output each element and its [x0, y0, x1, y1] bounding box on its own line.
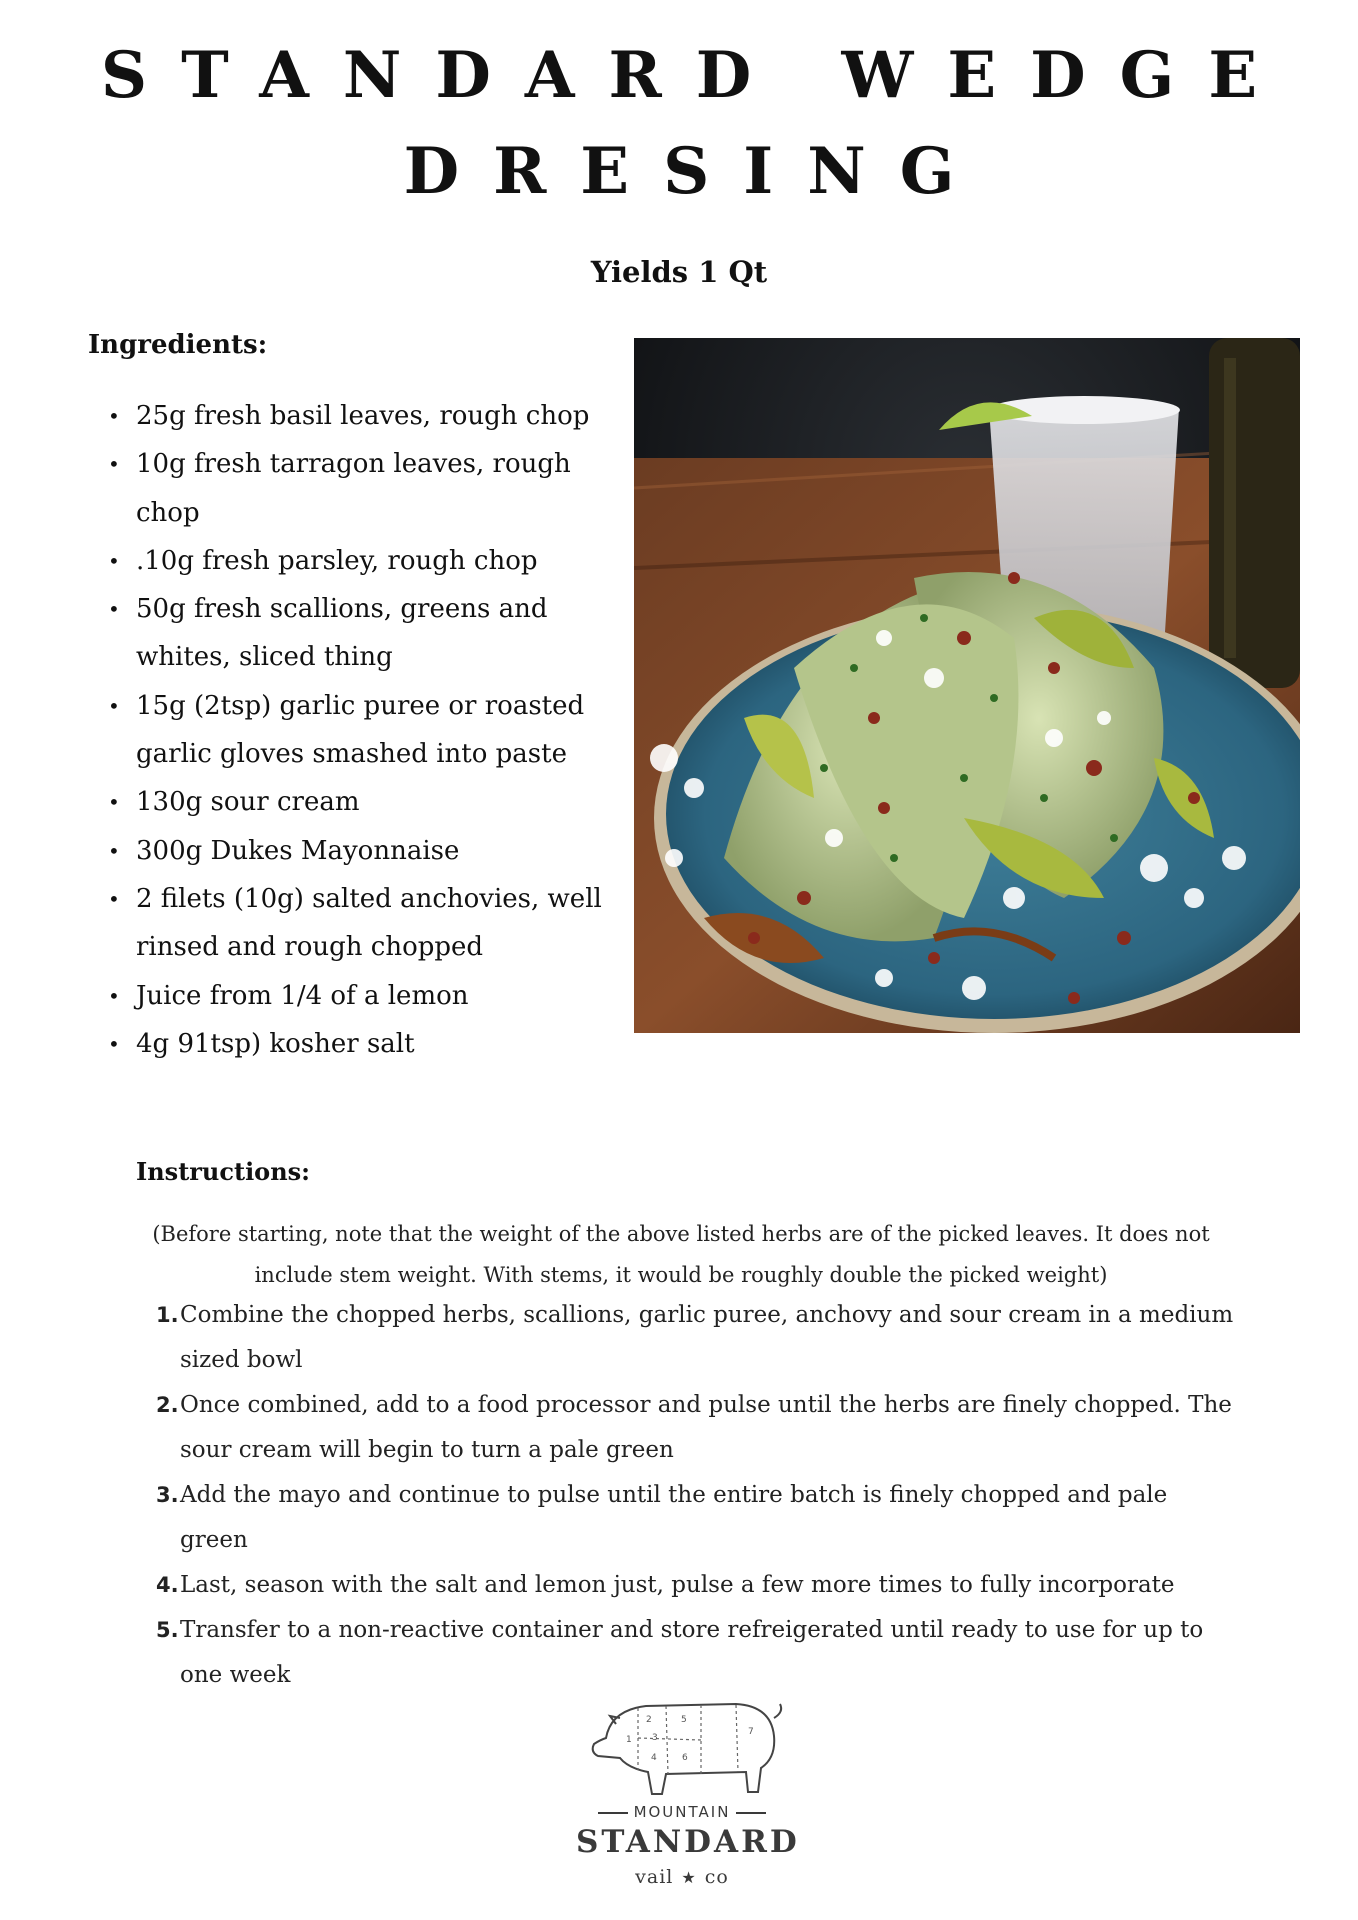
step-text: Last, season with the salt and lemon just, pulse a few more times to fully incorporate [180, 1572, 1175, 1598]
ingredients-list [98, 392, 638, 1068]
ingredient-item: • 130g sour cream [98, 778, 638, 826]
logo-top-label: MOUNTAIN [633, 1803, 731, 1821]
recipe-title-line-2: DRESING [403, 134, 989, 209]
mountain-standard-logo [576, 1688, 800, 1896]
cut-number: 3 [652, 1733, 658, 1743]
star-icon: ★ [681, 1868, 697, 1887]
wedge-salad-photo [634, 338, 1300, 1033]
cut-number: 5 [681, 1715, 687, 1725]
logo-top-text [576, 1803, 788, 1821]
logo-rule-right [736, 1812, 766, 1814]
logo-sub-right: co [704, 1866, 729, 1888]
instruction-step [154, 1608, 1234, 1698]
step-number: 1. [156, 1303, 179, 1327]
step-number: 2. [156, 1393, 179, 1417]
step-text: Transfer to a non-reactive container and store refreigerated until ready to use for up to one week [180, 1617, 1204, 1688]
logo-main-text: STANDARD [576, 1824, 800, 1860]
instructions-note: (Before starting, note that the weight of the above listed herbs are of the picked leaves. It does not include stem weight. With stems, it would be roughly double the picked weight) [152, 1222, 1210, 1287]
cut-number: 4 [651, 1753, 657, 1763]
ingredient-item: • .10g fresh parsley, rough chop [98, 537, 638, 585]
step-number: 4. [156, 1573, 179, 1597]
instructions-heading: Instructions: [136, 1157, 311, 1186]
step-number: 5. [156, 1618, 179, 1642]
ingredients-heading: Ingredients: [88, 330, 268, 360]
instructions-list [154, 1293, 1234, 1698]
logo-sub-left: vail [635, 1866, 674, 1888]
step-text: Add the mayo and continue to pulse until the entire batch is finely chopped and pale green [180, 1482, 1168, 1553]
ingredient-item: • 15g (2tsp) garlic puree or roasted garlic gloves smashed into paste [98, 682, 638, 779]
logo-sub-text [576, 1866, 788, 1888]
ingredient-item: • 10g fresh tarragon leaves, rough chop [98, 440, 638, 537]
cut-number: 1 [626, 1735, 632, 1745]
ingredient-item: • 25g fresh basil leaves, rough chop [98, 392, 638, 440]
cut-number: 7 [748, 1727, 754, 1737]
pig-icon [576, 1688, 788, 1800]
ingredient-item: • Juice from 1/4 of a lemon [98, 972, 638, 1020]
ingredient-item: • 2 filets (10g) salted anchovies, well rinsed and rough chopped [98, 875, 638, 972]
ingredient-item: • 300g Dukes Mayonnaise [98, 827, 638, 875]
instruction-step [154, 1293, 1234, 1383]
instruction-step [154, 1563, 1234, 1608]
step-number: 3. [156, 1483, 179, 1507]
instruction-step [154, 1383, 1234, 1473]
cut-number: 6 [682, 1753, 688, 1763]
ingredient-item: • 50g fresh scallions, greens and whites, sliced thing [98, 585, 638, 682]
step-text: Once combined, add to a food processor and pulse until the herbs are finely chopped. The sour cream will begin to turn a pale green [180, 1392, 1232, 1463]
cut-number: 2 [646, 1715, 652, 1725]
wedge-salad-illustration [634, 338, 1300, 1033]
recipe-title-line-1: STANDARD WEDGE [100, 38, 1292, 113]
ingredient-item: • 4g 91tsp) kosher salt [98, 1020, 638, 1068]
step-text: Combine the chopped herbs, scallions, garlic puree, anchovy and sour cream in a medium sized bowl [180, 1302, 1234, 1373]
instruction-step [154, 1473, 1234, 1563]
yields-label: Yields 1 Qt [590, 255, 768, 289]
logo-rule-left [598, 1812, 628, 1814]
